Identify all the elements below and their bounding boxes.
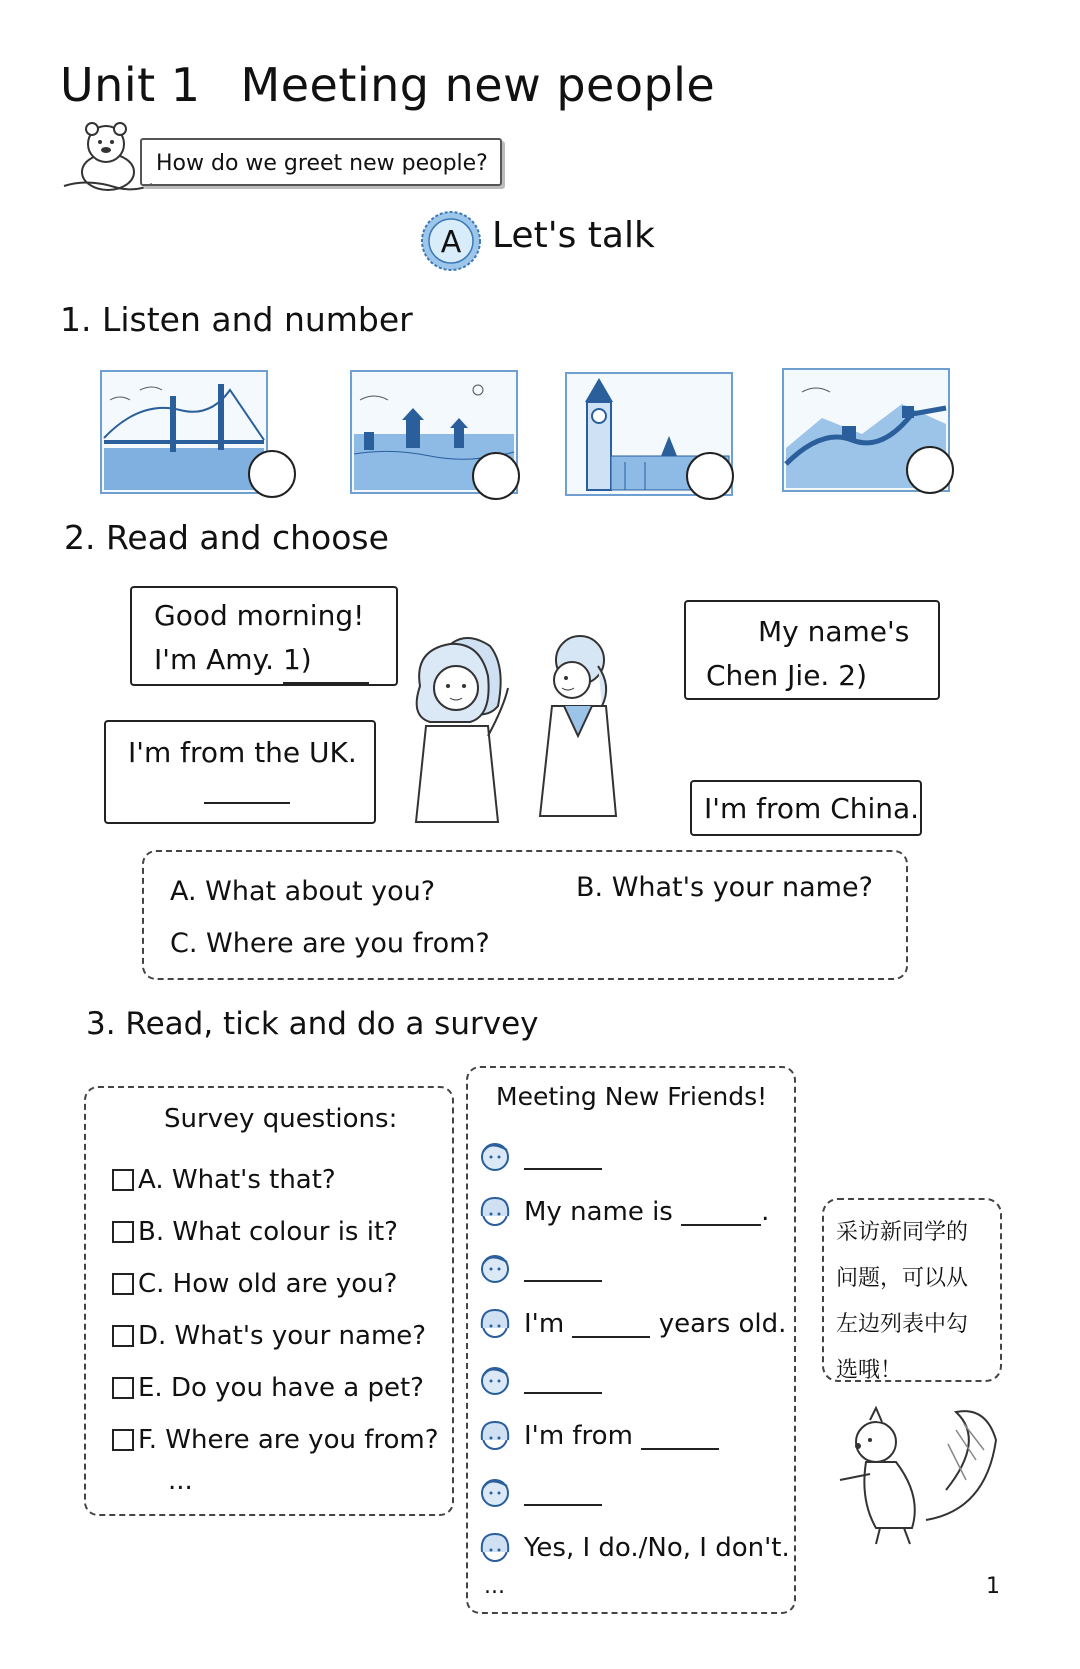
number-circle[interactable] — [472, 452, 520, 500]
boy-face-icon — [478, 1362, 512, 1398]
number-circle[interactable] — [686, 452, 734, 500]
amy-from: I'm from the UK. — [128, 736, 357, 769]
dialogue-blank[interactable] — [524, 1478, 602, 1506]
amy-bubble-greeting — [130, 586, 398, 686]
option-b: B. What's your name? — [576, 872, 873, 903]
amy-intro: I'm Amy. — [154, 643, 275, 676]
dialogue-blank[interactable] — [641, 1422, 719, 1450]
survey-questions-heading: Survey questions: — [164, 1104, 398, 1134]
tip-line: 左边列表中勾 — [836, 1312, 969, 1337]
survey-questions-more: ... — [168, 1466, 193, 1496]
chen-bubble-from — [690, 780, 922, 836]
dialogue-line-reply — [478, 1408, 790, 1464]
amy-bubble-from — [104, 720, 376, 824]
boy-face-icon — [478, 1250, 512, 1286]
reply-pet: Yes, I do./No, I don't. — [524, 1533, 790, 1563]
checkbox[interactable] — [112, 1325, 134, 1347]
reply-from: I'm from — [524, 1421, 633, 1451]
unit-number: Unit 1 — [60, 58, 201, 112]
survey-question-text: B. What colour is it? — [138, 1217, 398, 1247]
dialogue-line-reply — [478, 1296, 790, 1352]
girls-illustration — [380, 626, 680, 826]
survey-question[interactable] — [112, 1206, 439, 1258]
options-box — [142, 850, 908, 980]
listen-title: 1. Listen and number — [60, 300, 413, 339]
unit-title — [60, 58, 715, 112]
option-c: C. Where are you from? — [170, 928, 490, 959]
unit-name: Meeting new people — [240, 58, 716, 112]
survey-question-text: C. How old are you? — [138, 1269, 398, 1299]
survey-question[interactable] — [112, 1362, 439, 1414]
girl-face-icon — [478, 1194, 512, 1230]
guiding-question: How do we greet new people? — [140, 138, 502, 186]
blank-1-label: 1) — [282, 643, 312, 676]
squirrel-illustration — [836, 1400, 1004, 1548]
answer-blank-1[interactable] — [283, 638, 369, 684]
survey-question[interactable] — [112, 1154, 439, 1206]
survey-title: 3. Read, tick and do a survey — [86, 1006, 539, 1042]
checkbox[interactable] — [112, 1429, 134, 1451]
answer-blank-3[interactable] — [204, 774, 290, 804]
girl-face-icon — [478, 1306, 512, 1342]
dialogue-line-ask — [478, 1352, 790, 1408]
period: . — [761, 1197, 770, 1227]
survey-question[interactable] — [112, 1414, 439, 1466]
checkbox[interactable] — [112, 1273, 134, 1295]
dialogue-line-ask — [478, 1240, 790, 1296]
survey-question-list — [112, 1154, 439, 1466]
page-number: 1 — [986, 1574, 1000, 1599]
dialogue-more: ... — [484, 1574, 505, 1599]
dialogue-blank[interactable] — [681, 1198, 761, 1226]
section-title: Let's talk — [492, 215, 655, 256]
boy-face-icon — [478, 1474, 512, 1510]
survey-question-text: D. What's your name? — [138, 1321, 427, 1351]
number-circle[interactable] — [906, 446, 954, 494]
tip-box — [822, 1198, 1002, 1382]
checkbox[interactable] — [112, 1169, 134, 1191]
number-circle[interactable] — [248, 450, 296, 498]
survey-question-text: A. What's that? — [138, 1165, 336, 1195]
amy-greeting: Good morning! — [154, 599, 365, 632]
tip-line: 选哦！ — [836, 1358, 903, 1383]
reply-age-start: I'm — [524, 1309, 565, 1339]
section-letter: A — [440, 225, 462, 260]
tip-line: 问题，可以从 — [836, 1266, 969, 1291]
blank-2-label: 2) — [838, 659, 867, 692]
checkbox[interactable] — [112, 1221, 134, 1243]
dialogue-blank[interactable] — [524, 1366, 602, 1394]
reply-name: My name is — [524, 1197, 673, 1227]
boy-face-icon — [478, 1138, 512, 1174]
dialogue-lines — [478, 1128, 790, 1576]
girl-face-icon — [478, 1418, 512, 1454]
dialogue-line-ask — [478, 1128, 790, 1184]
girl-face-icon — [478, 1530, 512, 1566]
chen-name-line2: Chen Jie. — [706, 659, 830, 692]
dialogue-line-reply — [478, 1520, 790, 1576]
dialogue-heading: Meeting New Friends! — [496, 1082, 768, 1111]
survey-question[interactable] — [112, 1258, 439, 1310]
dialogue-line-reply — [478, 1184, 790, 1240]
tip-line: 采访新同学的 — [836, 1220, 969, 1245]
dialogue-blank[interactable] — [524, 1254, 602, 1282]
read-choose-title: 2. Read and choose — [64, 518, 389, 557]
dialogue-line-ask — [478, 1464, 790, 1520]
option-a: A. What about you? — [170, 876, 436, 907]
checkbox[interactable] — [112, 1377, 134, 1399]
survey-question[interactable] — [112, 1310, 439, 1362]
dialogue-blank[interactable] — [524, 1142, 602, 1170]
chen-bubble-name — [684, 600, 940, 700]
survey-question-text: F. Where are you from? — [138, 1425, 439, 1455]
survey-question-text: E. Do you have a pet? — [138, 1373, 424, 1403]
golden-gate-bridge-picture — [100, 370, 268, 494]
section-a-badge — [420, 210, 482, 272]
chen-name-line1: My name's — [758, 615, 910, 648]
dialogue-blank[interactable] — [572, 1310, 650, 1338]
answer-blank-2[interactable] — [838, 654, 924, 700]
reply-age-end: years old. — [658, 1309, 787, 1339]
chen-from: I'm from China. — [704, 792, 920, 825]
